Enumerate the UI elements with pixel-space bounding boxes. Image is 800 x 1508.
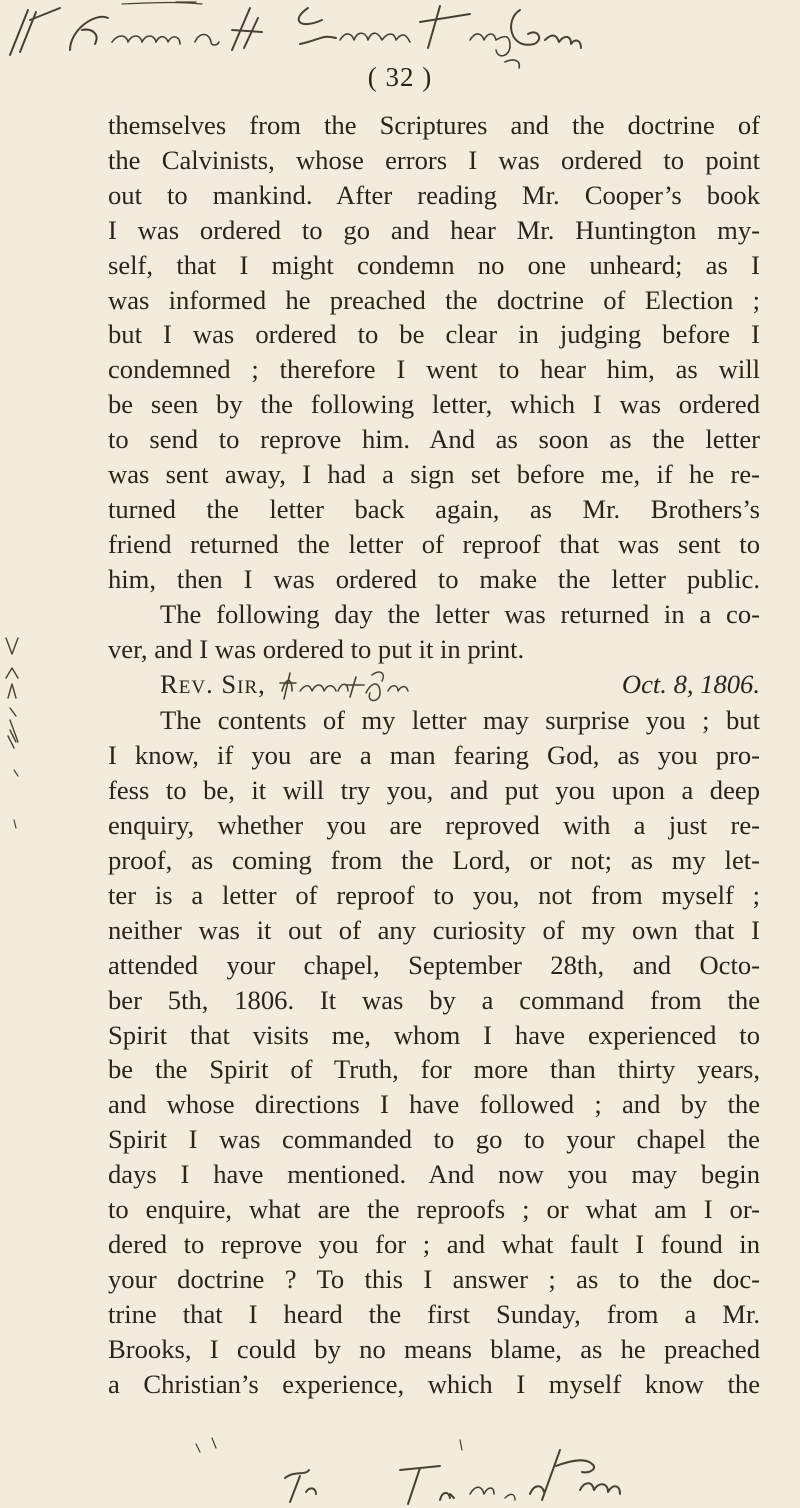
text-line: to enquire, what are the reproofs ; or what am I or- <box>108 1194 760 1225</box>
text-line: the Calvinists, whose errors I was ordered to point <box>108 144 760 175</box>
text-line: I know, if you are a man fearing God, as you pro- <box>108 740 760 771</box>
text-line: trine that I heard the first Sunday, from a Mr. <box>108 1298 760 1329</box>
text-line: themselves from the Scriptures and the doctrine of <box>108 110 760 140</box>
text-line: be the Spirit of Truth, for more than thirty years, <box>108 1054 760 1085</box>
text-line: out to mankind. After reading Mr. Cooper’s book <box>108 179 760 210</box>
text-line: was sent away, I had a sign set before me, if he re- <box>108 459 760 490</box>
text-line: enquiry, whether you are reproved with a just re- <box>108 810 760 841</box>
text-line: attended your chapel, September 28th, and Octo- <box>108 949 760 980</box>
handwritten-annotation-bottom <box>0 1430 800 1508</box>
text-line: turned the letter back again, as Mr. Brothers’s <box>108 493 760 524</box>
text-line: proof, as coming from the Lord, or not; as my let- <box>108 845 760 876</box>
page-number: ( 32 ) <box>367 62 433 92</box>
text-line: to send to reprove him. And as soon as the letter <box>108 424 760 455</box>
text-line: Spirit that visits me, whom I have experienced to <box>108 1019 760 1050</box>
text-line: a Christian’s experience, which I myself know the <box>108 1368 760 1399</box>
text-line: be seen by the following letter, which I was ordered <box>108 389 760 420</box>
letter-salutation: Rev. Sir, <box>160 668 266 699</box>
text-line: condemned ; therefore I went to hear him, as will <box>108 354 760 385</box>
page-body <box>108 108 760 1402</box>
text-line: your doctrine ? To this I answer ; as to the doc- <box>108 1263 760 1294</box>
text-line: Spirit I was commanded to go to your chapel the <box>108 1124 760 1155</box>
margin-pencil-marks <box>0 620 80 920</box>
text-line: ver, and I was ordered to put it in print. <box>108 633 525 664</box>
text-line: fess to be, it will try you, and put you upon a deep <box>108 775 760 806</box>
letter-heading <box>108 667 760 704</box>
text-line: ter is a letter of reproof to you, not from myself ; <box>108 879 760 910</box>
text-line: but I was ordered to be clear in judging before I <box>108 319 760 350</box>
text-line: I was ordered to go and hear Mr. Huntington my- <box>108 214 760 245</box>
text-line: friend returned the letter of reproof that was sent to <box>108 528 760 559</box>
text-line: The following day the letter was returned in a co- <box>160 598 760 629</box>
text-line: ber 5th, 1806. It was by a command from the <box>108 984 760 1015</box>
text-line: dered to reprove you for ; and what fault I found in <box>108 1228 760 1259</box>
text-line: Brooks, I could by no means blame, as he preached <box>108 1333 760 1364</box>
paragraph-one <box>108 108 760 667</box>
text-line: The contents of my letter may surprise you ; but <box>160 705 760 736</box>
text-line: days I have mentioned. And now you may begin <box>108 1159 760 1190</box>
text-line: was informed he preached the doctrine of Election ; <box>108 284 760 315</box>
text-line: him, then I was ordered to make the letter public. <box>108 563 760 594</box>
handwritten-signature <box>276 669 486 703</box>
letter-date: Oct. 8, 1806. <box>621 668 760 699</box>
paragraph-two <box>108 703 760 1401</box>
text-line: self, that I might condemn no one unheard; as I <box>108 249 760 280</box>
text-line: and whose directions I have followed ; and by the <box>108 1089 760 1120</box>
text-line: neither was it out of any curiosity of my own that I <box>108 914 760 945</box>
